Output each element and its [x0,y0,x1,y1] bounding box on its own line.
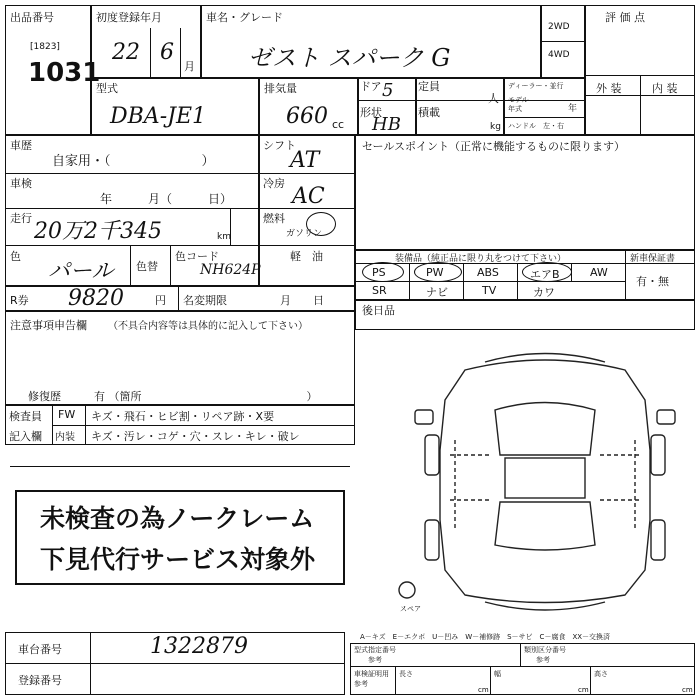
capacity-unit: 人 [488,92,499,105]
color-value: パール [48,259,114,284]
lot-no-label: 出品番号 [10,11,54,24]
equip-pw: PW [426,266,444,279]
color-label: 色 [10,250,21,263]
fuel-label: 燃料 [263,212,285,225]
lot-no: 1031 [28,58,101,88]
model-value: DBA-JE1 [110,104,207,129]
airbag-circle [522,262,572,282]
height-label: 高さ [594,670,608,678]
history-value: 自家用・（ ） [52,154,215,169]
load-label: 積載 [418,106,440,119]
warranty-label: 新車保証書 [630,254,676,264]
fuel-diesel: 軽 油 [290,250,323,263]
drive-2wd: 2WD [548,22,570,32]
shape-label: 形状 [360,106,382,119]
fw-items: キズ・飛石・ヒビ割・リペア跡・X要 [91,410,275,423]
equip-tv: TV [482,284,497,297]
class-label: 類別区分番号 [524,646,566,654]
displacement-value: 660 [286,104,328,129]
year-unit: 年 [568,104,578,114]
entry-label: 記入欄 [9,430,42,443]
equip-airbag: エアB [530,268,560,281]
first-reg-month: 6 [160,40,174,65]
equip-aw: AW [590,266,608,279]
capacity-label: 定員 [418,80,440,93]
chassis-label: 車台番号 [18,643,62,656]
equipment-title: 装備品（純正品に限り丸をつけて下さい） [395,254,567,264]
cm-1: cm [478,686,489,694]
dealer-label: ディーラー・並行 [508,82,564,90]
notice-line1: 未検査の為ノークレーム [40,504,315,533]
month-unit: 月 [184,60,195,73]
cm-2: cm [578,686,589,694]
length-label: 長さ [399,670,413,678]
yen-unit: 円 [155,294,166,307]
displacement-label: 排気量 [264,82,297,95]
interior-row-label: 内装 [55,432,75,443]
shift-value: AT [290,148,320,173]
recycle-value: 9820 [68,286,124,311]
interior-items: キズ・汚レ・コゲ・穴・スレ・キレ・破レ [91,430,300,443]
spare-label: スペア [400,605,421,613]
color-code-value: NH624P [200,262,261,278]
reg-label: 登録番号 [18,674,62,687]
sales-point-label: セールスポイント（正常に機能するものに限ります） [362,140,626,153]
color-code-label: 色コード [175,250,219,263]
recycle-label: R券 [10,294,29,307]
ac-value: AC [292,184,325,209]
mileage-label: 走行 [10,212,32,225]
interior-label: 内 装 [652,82,678,95]
color-change-label: 色替 [136,260,158,273]
ps-circle [362,262,404,282]
handle-label: ハンドル 左・右 [508,122,564,130]
name-change-label: 名変期限 [183,294,227,307]
damage-legend: A－キズ E－エクボ U－凹み W－補修跡 S－サビ C－腐食 XX－交換済 [360,633,611,641]
name-change-value: 月 日 [280,294,324,307]
grade-label: 評 価 点 [605,11,645,24]
class-ref: 参考 [536,656,550,664]
model-label: 型式 [96,82,118,95]
car-name-label: 車名・グレード [206,11,283,24]
exterior-label: 外 装 [596,82,622,95]
cc-unit: cc [332,118,345,131]
drive-4wd: 4WD [548,50,570,60]
equip-ps: PS [372,266,386,279]
model-year-label: モデル 年式 [508,96,529,113]
chassis-value: 1322879 [150,634,248,659]
type-label: 型式指定番号 [354,646,396,654]
km-unit: km [217,232,231,242]
inspection-value: 年 月（ 日） [100,192,233,206]
load-unit: kg [490,122,501,132]
first-reg-label: 初度登録年月 [96,11,162,24]
post-fit-frame [355,300,695,330]
ac-label: 冷房 [263,177,285,190]
equip-navi: ナビ [426,286,448,299]
pw-circle [414,262,462,282]
repair-label: 修復歴 [28,390,61,403]
history-label: 車歴 [10,139,32,152]
equip-sr: SR [372,284,387,297]
warranty-value: 有・無 [636,275,669,288]
cm-3: cm [682,686,693,694]
equip-leather: カワ [533,286,555,299]
width-label: 幅 [494,670,501,678]
inspector-label: 検査員 [9,410,42,423]
notice-line2: 下見代行サービス対象外 [40,545,316,574]
lot-small: [1823] [30,42,60,52]
car-diagram [395,340,695,620]
notes-label: 注意事項申告欄 [10,319,87,332]
type-ref: 参考 [368,656,382,664]
mileage-value: 20万2千345 [34,219,162,244]
fw-label: FW [58,408,76,421]
notes-hint: （不具合内容等は具体的に記入して下さい） [108,321,308,332]
post-fit-label: 後日品 [362,304,395,317]
first-reg-year: 22 [112,40,140,65]
shift-label: シフト [263,139,296,152]
fuel-gasoline: ガソリン [286,229,323,239]
car-name: ゼスト スパーク G [248,44,451,72]
doors-label: ドア [360,80,382,93]
inspection-label: 車検 [10,177,32,190]
repair-value: 有 （箇所 ） [94,390,318,403]
shape-value: HB [372,114,401,135]
cert-label: 車検証明用 参考 [354,670,389,688]
equip-abs: ABS [477,266,499,279]
doors-value: 5 [382,80,394,101]
